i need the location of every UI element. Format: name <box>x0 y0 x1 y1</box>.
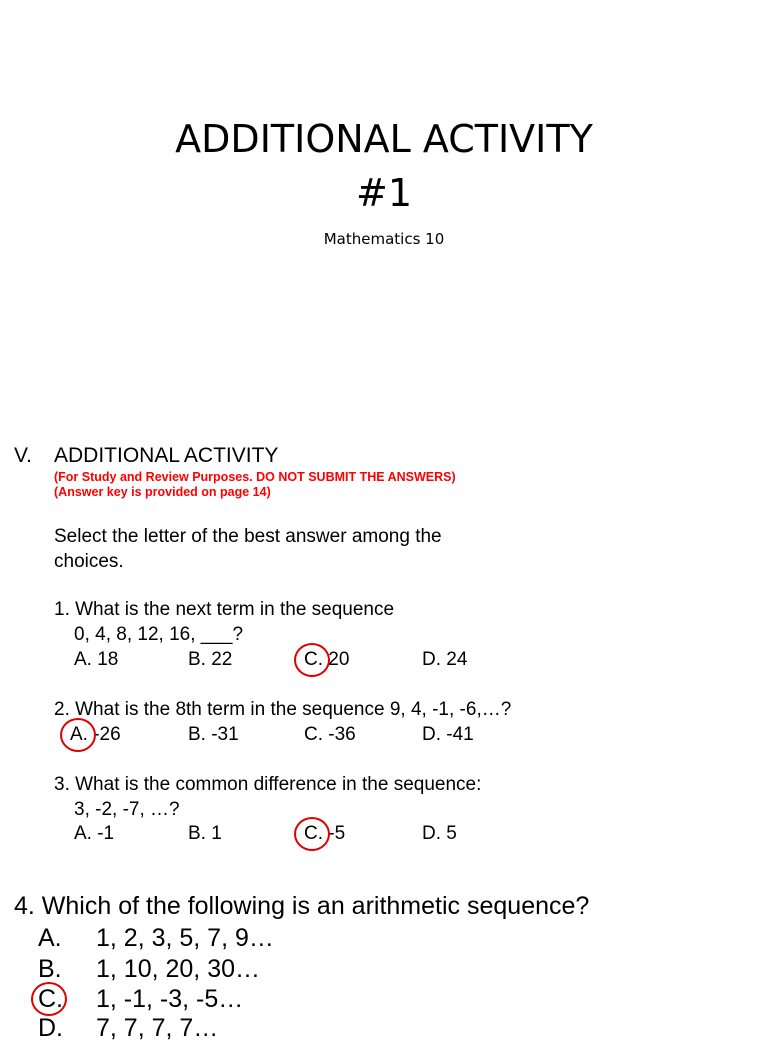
q4-choice-b-text: 1, 10, 20, 30… <box>96 955 261 983</box>
q2-choice-b: B. -31 <box>188 724 239 745</box>
instructions-line1: Select the letter of the best answer among the <box>54 526 442 547</box>
q2-choice-d: D. -41 <box>422 724 474 745</box>
q3-choice-a: A. -1 <box>74 823 115 844</box>
page-title-line1: ADDITIONAL ACTIVITY <box>175 117 593 161</box>
question-1-sequence: 0, 4, 8, 12, 16, ___? <box>74 624 244 645</box>
q4-choice-a-text: 1, 2, 3, 5, 7, 9… <box>96 924 274 952</box>
study-note: (For Study and Review Purposes. DO NOT SUBMIT THE ANSWERS) <box>54 470 456 484</box>
q4-answer-circle <box>31 982 67 1016</box>
answer-key-note: (Answer key is provided on page 14) <box>54 485 271 499</box>
question-1-text: 1. What is the next term in the sequence <box>54 599 395 620</box>
question-3-sequence: 3, -2, -7, …? <box>74 799 180 820</box>
section-number: V. <box>14 444 32 467</box>
q4-choice-d-text: 7, 7, 7, 7… <box>96 1014 219 1042</box>
q4-choice-b-letter: B. <box>38 955 62 983</box>
q2-answer-circle <box>60 718 96 752</box>
q4-choice-c-text: 1, -1, -3, -5… <box>96 985 244 1013</box>
q3-choice-b: B. 1 <box>188 823 222 844</box>
q3-answer-circle <box>294 817 330 851</box>
question-4-text: 4. Which of the following is an arithmetic sequence? <box>14 892 590 920</box>
question-3-text: 3. What is the common difference in the sequence: <box>54 774 482 795</box>
section-title: ADDITIONAL ACTIVITY <box>54 444 279 467</box>
q4-choice-d-letter: D. <box>38 1014 63 1042</box>
q4-choice-a-letter: A. <box>38 924 62 952</box>
q2-choice-c: C. -36 <box>304 724 356 745</box>
q4-choice-c-letter: C. <box>38 985 63 1013</box>
q2-choice-a: A. -26 <box>70 724 121 745</box>
q1-choice-a: A. 18 <box>74 649 119 670</box>
q3-choice-c: C. -5 <box>304 823 346 844</box>
q3-choice-d: D. 5 <box>422 823 457 844</box>
question-2-text: 2. What is the 8th term in the sequence 9, 4, -1, -6,…? <box>54 699 512 720</box>
q1-answer-circle <box>294 643 330 677</box>
page-title-line2: #1 <box>355 171 413 215</box>
q1-choice-d: D. 24 <box>422 649 468 670</box>
q1-choice-c: C. 20 <box>304 649 350 670</box>
page-subtitle: Mathematics 10 <box>323 230 445 248</box>
instructions-line2: choices. <box>54 551 124 572</box>
q1-choice-b: B. 22 <box>188 649 233 670</box>
